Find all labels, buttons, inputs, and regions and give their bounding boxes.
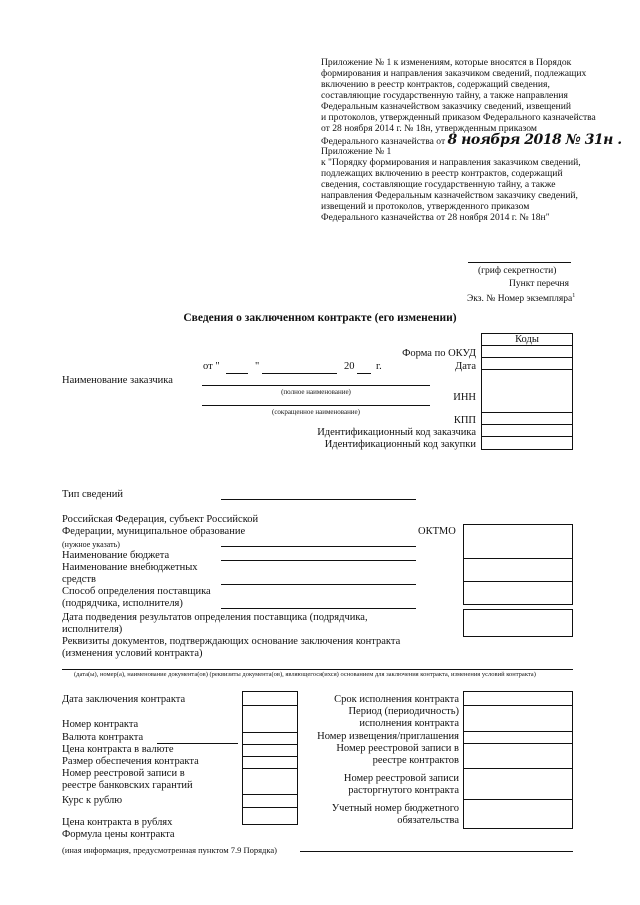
other-info-hint: (иная информация, предусмотренная пунктом 7.9 Порядка)	[62, 845, 277, 855]
budget-code-cell[interactable]	[463, 558, 573, 582]
region-label-1: Российская Федерация, субъект Российской	[62, 514, 259, 525]
appendix-1-line: составляющие государственную тайну, а также направления	[321, 90, 568, 101]
offbudget-label-1: Наименование внебюджетных	[62, 562, 198, 573]
info-type-field[interactable]	[221, 499, 416, 500]
terminated-label-1: Номер реестровой записи	[343, 773, 459, 784]
supplier-method-field[interactable]	[221, 608, 416, 609]
inn-code-cell[interactable]	[481, 369, 573, 413]
left-cells-group	[242, 691, 298, 825]
appendix-1-block	[321, 57, 621, 147]
secrecy-stamp: (гриф секретности)	[478, 266, 557, 276]
cell-divider	[242, 807, 298, 808]
docs-label-1: Реквизиты документов, подтверждающих основание заключения контракта	[62, 636, 401, 647]
cell-divider	[463, 768, 573, 769]
full-name-hint: (полное наименование)	[281, 388, 351, 396]
secrecy-line	[468, 262, 571, 263]
notice-label: Номер извещения/приглашения	[317, 731, 459, 742]
customer-name-label: Наименование заказчика	[62, 375, 173, 386]
offbudget-field[interactable]	[221, 584, 416, 585]
appendix-2-line: к "Порядку формирования и направления заказчиком сведений,	[321, 157, 581, 168]
period-label-1: Период (периодичность)	[348, 706, 459, 717]
other-info-field[interactable]	[300, 851, 573, 852]
date-from-text: от "	[203, 361, 220, 372]
date-day-field[interactable]	[226, 373, 248, 374]
appendix-1-line: включению в реестр контрактов, содержащий сведения,	[321, 79, 550, 90]
purchase-id-code-label: Идентификационный код закупки	[324, 439, 476, 450]
date-year-suffix: г.	[376, 361, 382, 372]
budget-account-label-1: Учетный номер бюджетного	[331, 803, 459, 814]
cell-divider	[463, 743, 573, 744]
results-date-label-2: исполнителя)	[62, 624, 123, 635]
cell-divider	[463, 705, 573, 706]
results-date-code-cell[interactable]	[463, 609, 573, 637]
date-quote: "	[255, 361, 260, 372]
secrecy-item: Пункт перечня	[509, 279, 569, 289]
registry-label-2: реестре контрактов	[372, 755, 459, 766]
formula-label: Формула цены контракта	[62, 829, 175, 840]
offbudget-code-cell[interactable]	[463, 581, 573, 605]
appendix-1-line: Приложение № 1 к изменениям, которые вносятся в Порядок	[321, 57, 572, 68]
budget-name-field[interactable]	[221, 560, 416, 561]
cell-divider	[463, 799, 573, 800]
short-name-hint: (сокращенное наименование)	[271, 408, 360, 416]
appendix-1-line: от 28 ноября 2014 г. № 18н, утвержденным приказом	[321, 123, 537, 134]
date-year-prefix: 20	[344, 361, 355, 372]
docs-field[interactable]	[62, 669, 573, 670]
appendix-1-line: формирования и направления заказчиком сведений, подлежащих	[321, 68, 587, 79]
form-title: Сведения о заключенном контракте (его изменении)	[183, 312, 457, 324]
customer-id-code-label: Идентификационный код заказчика	[317, 427, 476, 438]
appendix-1-last-line: Федерального казначейства от	[321, 136, 446, 147]
currency-label: Валюта контракта	[62, 732, 144, 743]
codes-header: Коды	[481, 333, 573, 346]
inn-label: ИНН	[453, 392, 476, 403]
handwritten-date: 8 ноября 2018 № 31н .	[447, 132, 622, 148]
appendix-2-title: Приложение № 1	[321, 146, 392, 157]
period-label-2: исполнения контракта	[359, 718, 459, 729]
cell-divider	[463, 731, 573, 732]
security-label: Размер обеспечения контракта	[62, 756, 199, 767]
supplier-method-label-1: Способ определения поставщика	[62, 586, 211, 597]
docs-hint: (дата(ы), номер(а), наименование документа(ов) (реквизиты документа(ов), являющегося(ихся) основанием для заключения контракта, изменения условий контракта)	[74, 671, 536, 678]
price-currency-label: Цена контракта в валюте	[62, 744, 174, 755]
results-date-label-1: Дата подведения результатов определения поставщика (подрядчика,	[62, 612, 368, 623]
contract-number-label: Номер контракта	[62, 719, 139, 730]
okud-label: Форма по ОКУД	[402, 348, 476, 359]
oktmo-code-cell[interactable]	[463, 524, 573, 559]
conclusion-date-label: Дата заключения контракта	[62, 694, 186, 705]
cell-divider	[242, 732, 298, 733]
rate-label: Курс к рублю	[62, 795, 123, 806]
bank-registry-label-2: реестре банковских гарантий	[62, 780, 193, 791]
appendix-2-line: извещений и протоколов, утвержденного приказом	[321, 201, 530, 212]
appendix-2-line: Федерального казначейства от 28 ноября 2014 г. № 18н"	[321, 212, 550, 223]
budget-account-label-2: обязательства	[397, 815, 459, 826]
footnote-mark: 1	[572, 293, 576, 299]
date-month-field[interactable]	[262, 373, 337, 374]
customer-full-name-field[interactable]	[202, 385, 430, 386]
info-type-label: Тип сведений	[62, 489, 123, 500]
date-label: Дата	[455, 361, 476, 372]
customer-short-name-field[interactable]	[202, 405, 430, 406]
right-cells-group	[463, 691, 573, 829]
terminated-label-2: расторгнутого контракта	[348, 785, 459, 796]
secrecy-copy-text: Экз. № Номер экземпляра	[467, 294, 573, 305]
kpp-label: КПП	[453, 415, 476, 426]
appendix-1-line: Федеральным казначейством заказчику сведений, извещений	[321, 101, 571, 112]
term-label: Срок исполнения контракта	[334, 694, 459, 705]
appendix-2-line: сведения, составляющие государственную тайну, а также	[321, 179, 556, 190]
bank-registry-label-1: Номер реестровой записи в	[62, 768, 185, 779]
registry-label-1: Номер реестровой записи в	[336, 743, 459, 754]
supplier-method-label-2: (подрядчика, исполнителя)	[62, 598, 183, 609]
region-field[interactable]	[221, 546, 416, 547]
price-rub-label: Цена контракта в рублях	[62, 817, 173, 828]
region-label-2: Федерации, муниципальное образование	[62, 526, 246, 537]
cell-divider	[242, 756, 298, 757]
secrecy-copy	[467, 290, 575, 306]
appendix-2-line: направления Федеральным казначейством заказчику сведений,	[321, 190, 578, 201]
budget-name-label: Наименование бюджета	[62, 550, 170, 561]
appendix-1-line: и протоколов, утвержденный приказом Федерального казначейства	[321, 112, 596, 123]
offbudget-label-2: средств	[62, 574, 96, 585]
cell-divider	[242, 744, 298, 745]
purchase-id-code-cell[interactable]	[481, 436, 573, 450]
region-hint: (нужное указать)	[62, 540, 120, 549]
docs-label-2: (изменения условий контракта)	[62, 648, 203, 659]
cell-divider	[242, 768, 298, 769]
appendix-2-block	[321, 146, 621, 223]
appendix-2-line: подлежащих включению в реестр контрактов, содержащий	[321, 168, 563, 179]
date-from-label	[203, 361, 220, 374]
cell-divider	[242, 705, 298, 706]
cell-divider	[242, 794, 298, 795]
date-year-field[interactable]	[357, 373, 371, 374]
oktmo-label: ОКТМО	[418, 526, 456, 537]
